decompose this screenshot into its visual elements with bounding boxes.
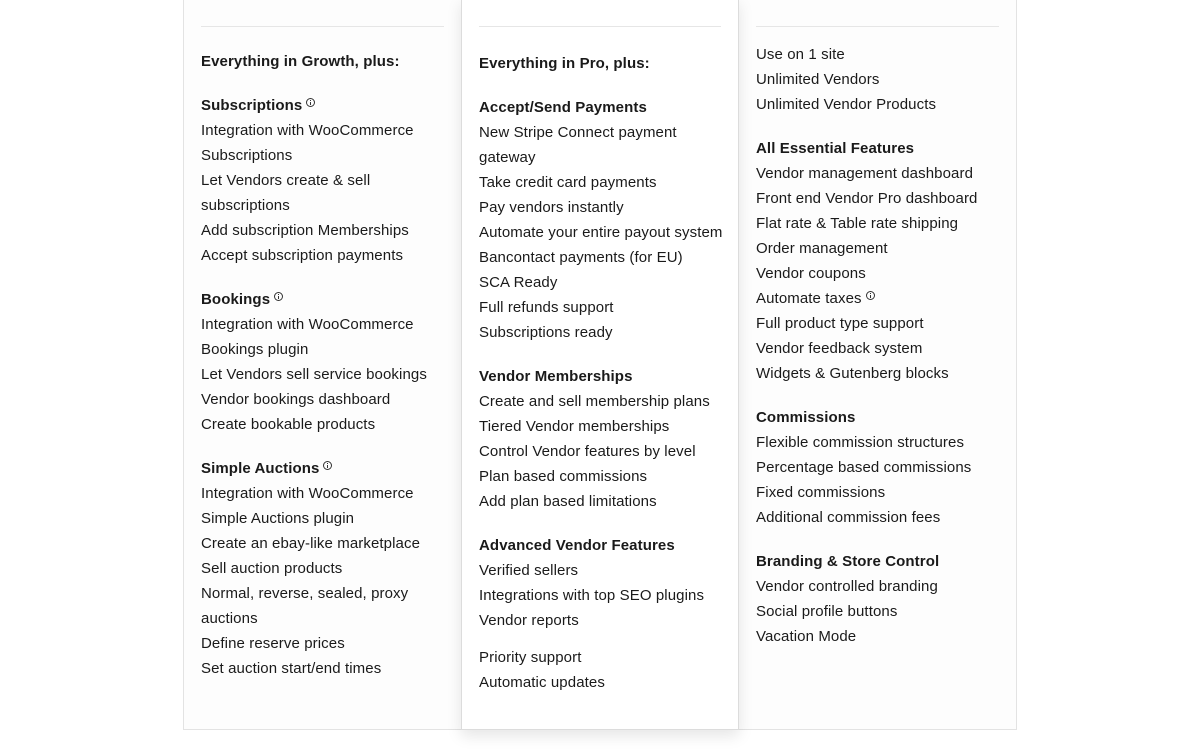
feature-item: Automate your entire payout system [479, 224, 723, 241]
feature-item: Bookings plugin [201, 341, 309, 358]
feature-item: Automatic updates [479, 674, 605, 691]
feature-item: gateway [479, 149, 536, 166]
section-title: All Essential Features [756, 140, 915, 157]
feature-item: Let Vendors create & sell [201, 172, 371, 189]
section-title-text: Bookings [201, 291, 271, 308]
feature-item: Use on 1 site [756, 46, 845, 63]
feature-section-subscriptions [201, 93, 451, 268]
pricing-card-left [183, 0, 461, 730]
feature-item: Define reserve prices [201, 635, 345, 652]
feature-item: Integration with WooCommerce [201, 485, 414, 502]
feature-item: Create an ebay-like marketplace [201, 535, 421, 552]
card-divider [201, 26, 444, 27]
card-features-center [479, 51, 728, 695]
feature-item: Vendor reports [479, 612, 579, 629]
feature-item: Create bookable products [201, 416, 376, 433]
feature-item: Verified sellers [479, 562, 579, 579]
feature-section-accept-send-payments [479, 95, 728, 345]
feature-item: Accept subscription payments [201, 247, 404, 264]
section-title-text: Subscriptions [201, 97, 303, 114]
feature-item: subscriptions [201, 197, 290, 214]
section-title [201, 93, 451, 118]
feature-item: Full product type support [756, 315, 924, 332]
section-title-text: Simple Auctions [201, 460, 320, 477]
feature-item-text: Automate taxes [756, 290, 862, 307]
feature-item: Integrations with top SEO plugins [479, 587, 705, 604]
feature-item: Sell auction products [201, 560, 343, 577]
section-title: Commissions [756, 409, 856, 426]
feature-item: Flat rate & Table rate shipping [756, 215, 959, 232]
info-icon[interactable] [866, 291, 875, 300]
feature-item: Control Vendor features by level [479, 443, 696, 460]
card-features-right [756, 42, 1006, 649]
feature-item: Flexible commission structures [756, 434, 965, 451]
feature-item: Percentage based commissions [756, 459, 972, 476]
feature-item: Set auction start/end times [201, 660, 382, 677]
feature-section-advanced-vendor-features [479, 533, 728, 633]
card-intro: Everything in Growth, plus: [201, 53, 400, 70]
feature-item: Pay vendors instantly [479, 199, 624, 216]
feature-item: Front end Vendor Pro dashboard [756, 190, 978, 207]
feature-section-essential-features [756, 136, 1006, 386]
feature-item: Normal, reverse, sealed, proxy [201, 585, 409, 602]
card-intro: Everything in Pro, plus: [479, 55, 650, 72]
feature-item: Integration with WooCommerce [201, 122, 414, 139]
feature-section-bookings [201, 287, 451, 437]
feature-item: Add plan based limitations [479, 493, 657, 510]
feature-item: Subscriptions ready [479, 324, 613, 341]
feature-item: Create and sell membership plans [479, 393, 710, 410]
feature-item: Take credit card payments [479, 174, 657, 191]
feature-item: Widgets & Gutenberg blocks [756, 365, 949, 382]
section-title: Accept/Send Payments [479, 99, 647, 116]
info-icon[interactable] [274, 292, 283, 301]
section-title: Branding & Store Control [756, 553, 940, 570]
feature-item: Let Vendors sell service bookings [201, 366, 427, 383]
info-icon[interactable] [306, 98, 315, 107]
feature-item: Full refunds support [479, 299, 614, 316]
feature-item: New Stripe Connect payment [479, 124, 677, 141]
feature-item: Vendor bookings dashboard [201, 391, 391, 408]
feature-item: Unlimited Vendor Products [756, 96, 937, 113]
feature-section-branding-store-control [756, 549, 1006, 649]
feature-item: Fixed commissions [756, 484, 886, 501]
feature-item: Integration with WooCommerce [201, 316, 414, 333]
feature-item: SCA Ready [479, 274, 558, 291]
feature-item: auctions [201, 610, 258, 627]
feature-section-vendor-memberships [479, 364, 728, 514]
section-title: Advanced Vendor Features [479, 537, 675, 554]
feature-item: Unlimited Vendors [756, 71, 880, 88]
feature-item: Vendor coupons [756, 265, 866, 282]
feature-item: Priority support [479, 649, 582, 666]
feature-item: Plan based commissions [479, 468, 648, 485]
info-icon[interactable] [323, 461, 332, 470]
feature-item: Social profile buttons [756, 603, 898, 620]
feature-item: Bancontact payments (for EU) [479, 249, 683, 266]
feature-section-simple-auctions [201, 456, 451, 681]
feature-section-support [479, 645, 728, 695]
feature-item: Vendor management dashboard [756, 165, 974, 182]
pricing-card-right [739, 0, 1017, 730]
feature-item: Vacation Mode [756, 628, 857, 645]
card-divider [756, 26, 999, 27]
feature-item-automate-taxes [756, 286, 1006, 311]
section-title: Vendor Memberships [479, 368, 633, 385]
feature-item: Additional commission fees [756, 509, 941, 526]
feature-item: Tiered Vendor memberships [479, 418, 670, 435]
feature-item: Order management [756, 240, 888, 257]
feature-item: Simple Auctions plugin [201, 510, 355, 527]
feature-item: Add subscription Memberships [201, 222, 409, 239]
card-features-left [201, 49, 451, 681]
card-divider [479, 26, 721, 27]
feature-item: Vendor feedback system [756, 340, 923, 357]
feature-section-commissions [756, 405, 1006, 530]
feature-item: Vendor controlled branding [756, 578, 938, 595]
feature-item: Subscriptions [201, 147, 293, 164]
section-title [201, 287, 451, 312]
feature-section-basics [756, 42, 1006, 117]
section-title [201, 456, 451, 481]
pricing-card-center [461, 0, 739, 730]
